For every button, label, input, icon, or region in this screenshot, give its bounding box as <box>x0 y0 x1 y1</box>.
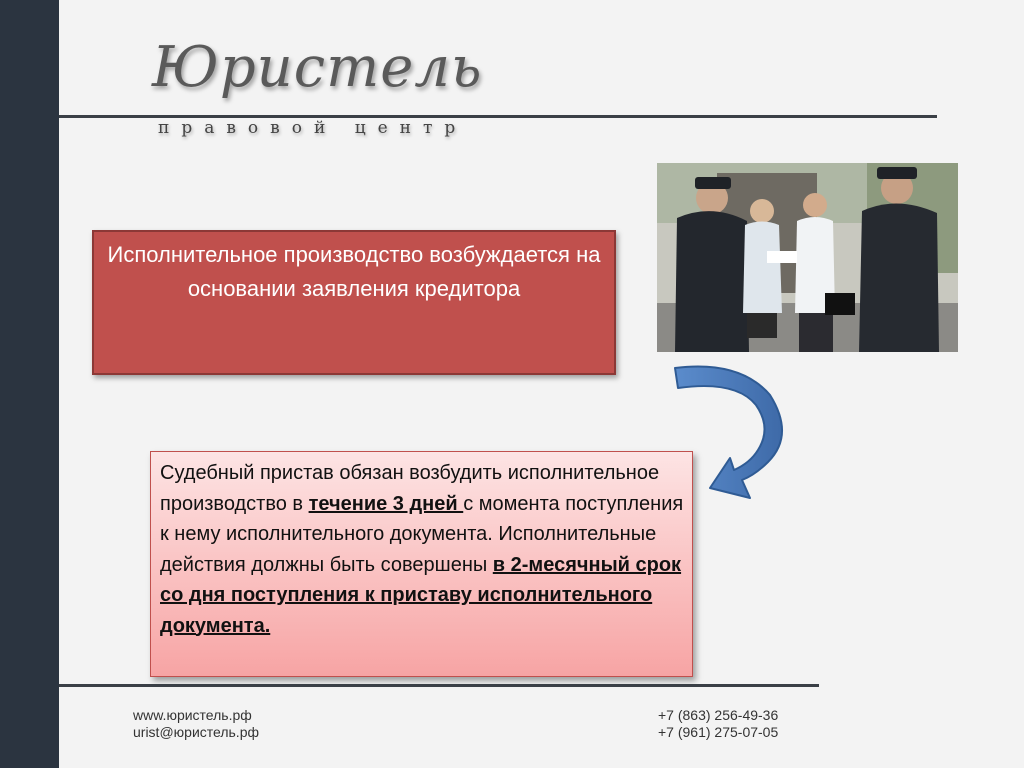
footer-contacts-phone <box>658 707 778 741</box>
footer-contacts-web <box>133 707 259 741</box>
footer-phone-2: +7 (961) 275-07-05 <box>658 724 779 740</box>
left-sidebar-bar <box>0 0 59 768</box>
footer-website-link[interactable]: www.юристель.рф <box>133 707 252 723</box>
logo <box>152 35 483 152</box>
pink-text-part1: Судебный пристав обязан возбудить исполнительное производство в <box>160 462 660 515</box>
info-box-red <box>92 230 616 375</box>
pink-text-part2: с момента поступления к нему исполнительного документа. Исполнительные действия должны быть совершены <box>160 492 684 576</box>
logo-subtitle: правовой центр <box>158 118 468 138</box>
bottom-divider <box>59 684 819 687</box>
pink-text-highlight2: в 2-месячный срок со дня поступления к приставу исполнительного документа. <box>160 553 682 637</box>
info-box-pink <box>150 451 693 677</box>
pink-text-highlight1: течение 3 дней <box>308 492 464 515</box>
footer-email-link[interactable]: urist@юристель.рф <box>133 724 259 740</box>
logo-title: Юристель <box>152 35 483 100</box>
footer-phone-1: +7 (863) 256-49-36 <box>658 707 779 723</box>
info-box-red-text: Исполнительное производство возбуждается на основании заявления кредитора <box>107 242 601 301</box>
bailiffs-photo <box>657 163 958 352</box>
top-divider <box>59 115 937 118</box>
photo-illustration <box>657 163 958 352</box>
